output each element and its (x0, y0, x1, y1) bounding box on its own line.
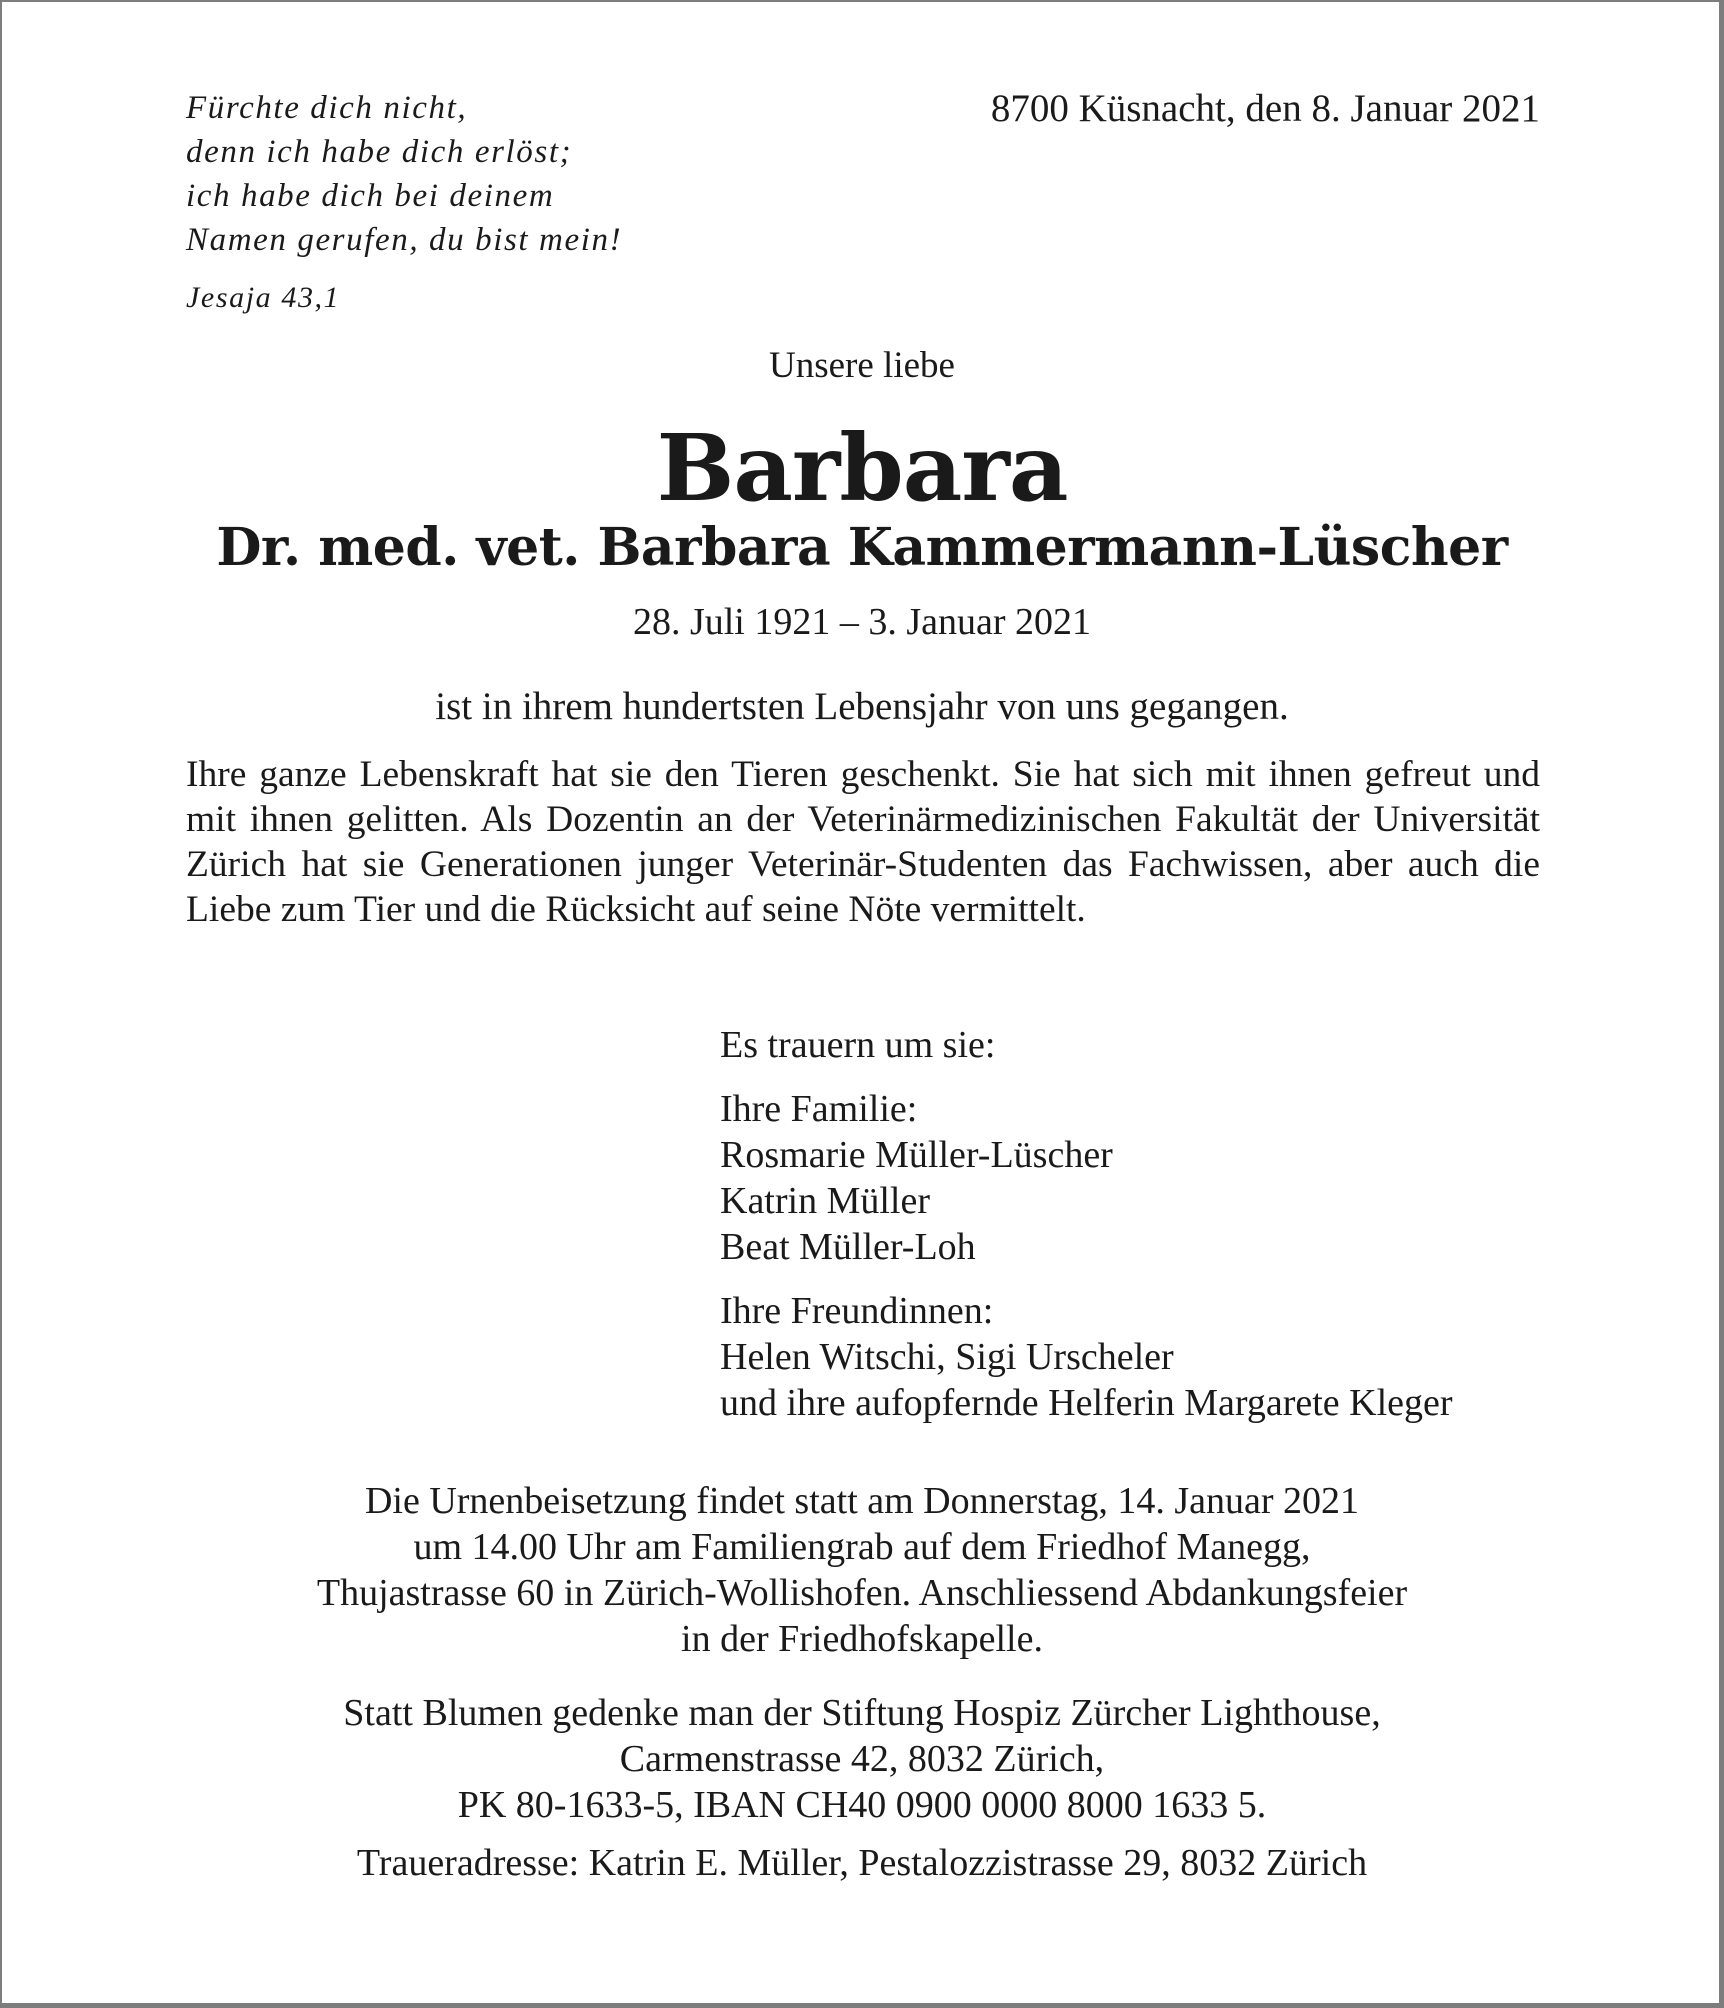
departed-text: ist in ihrem hundertsten Lebensjahr von uns gegangen. (435, 685, 1289, 728)
donation-line: Statt Blumen gedenke man der Stiftung Hospiz Zürcher Lighthouse, (343, 1692, 1381, 1734)
friend-entry: Helen Witschi, Sigi Urscheler (720, 1336, 1174, 1378)
mourners-heading: Es trauern um sie: (720, 1024, 996, 1066)
burial-line: Thujastrasse 60 in Zürich-Wollishofen. Anschliessend Abdankungsfeier (316, 1572, 1408, 1614)
family-member: Katrin Müller (720, 1180, 931, 1222)
intro-text: Unsere liebe (769, 345, 955, 386)
mourning-address: Traueradresse: Katrin E. Müller, Pestalozzistrasse 29, 8032 Zürich (356, 1842, 1368, 1884)
verse-reference: Jesaja 43,1 (186, 281, 341, 314)
life-dates: 28. Juli 1921 – 3. Januar 2021 (632, 601, 1092, 643)
donation-info (0, 1690, 1724, 1828)
burial-line: Die Urnenbeisetzung findet statt am Donnerstag, 14. Januar 2021 (364, 1480, 1360, 1522)
friends-heading: Ihre Freundinnen: (720, 1290, 994, 1332)
full-name-heading: Dr. med. vet. Barbara Kammermann-Lüscher (216, 517, 1508, 578)
burial-line: um 14.00 Uhr am Familiengrab auf dem Friedhof Manegg, (413, 1526, 1311, 1568)
bible-verse (186, 86, 622, 320)
verse-line: ich habe dich bei deinem (186, 178, 555, 214)
donation-line: Carmenstrasse 42, 8032 Zürich, (619, 1738, 1105, 1780)
tribute-paragraph: Ihre ganze Lebenskraft hat sie den Tieren geschenkt. Sie hat sich mit ihnen gefreut und mit ihnen gelitten. Als Dozentin an der Veterinärmedizinischen Fakultät der Universität Zürich hat sie Generationen junger Veterinär-Studenten das Fachwissen, aber auch die Liebe zum Tier und die Rücksicht auf seine Nöte vermittelt. (186, 754, 1540, 930)
burial-line: in der Friedhofskapelle. (681, 1618, 1043, 1660)
family-heading: Ihre Familie: (720, 1088, 918, 1130)
first-name-heading: Barbara (656, 414, 1068, 522)
family-member: Beat Müller-Loh (720, 1226, 976, 1268)
place-date: 8700 Küsnacht, den 8. Januar 2021 (990, 87, 1540, 130)
family-member: Rosmarie Müller-Lüscher (720, 1134, 1113, 1176)
donation-line: PK 80-1633-5, IBAN CH40 0900 0000 8000 1633 5. (457, 1784, 1267, 1826)
verse-line: Fürchte dich nicht, (186, 90, 468, 126)
verse-line: Namen gerufen, du bist mein! (186, 222, 623, 258)
verse-line: denn ich habe dich erlöst; (186, 134, 573, 170)
mourners-list (720, 1022, 1453, 1444)
friend-entry: und ihre aufopfernde Helferin Margarete Kleger (720, 1382, 1453, 1424)
burial-info (0, 1478, 1724, 1662)
